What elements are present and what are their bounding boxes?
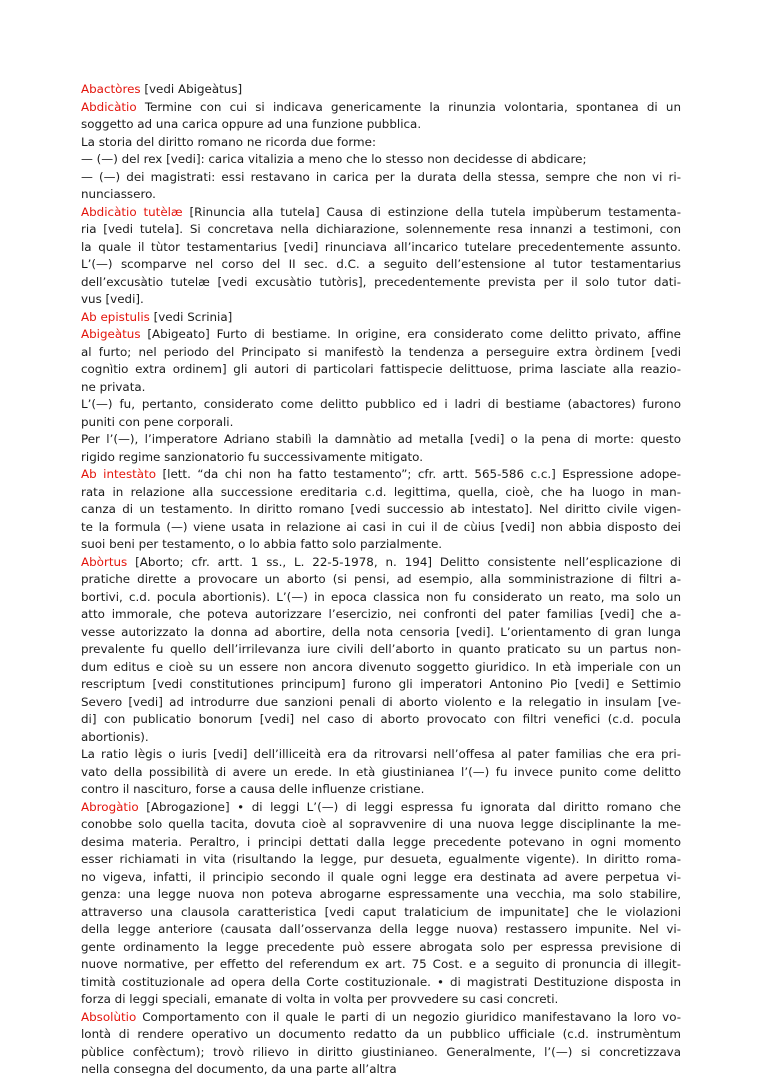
text-line	[81, 816, 681, 834]
entry-text: vus [vedi].	[81, 292, 144, 306]
entry-text: no vigeva, infatti, il principio secondo il quale ogni legge era destinata ad avere perpetua vi-	[81, 869, 681, 884]
text-line	[81, 571, 681, 589]
text-line	[81, 326, 681, 344]
text-line	[81, 939, 681, 957]
text-line	[81, 519, 681, 537]
text-line	[81, 151, 681, 169]
text-line	[81, 676, 681, 694]
text-line	[81, 1044, 681, 1062]
entry-text: ria [vedi tutela]. Si concretava nella dichiarazione, solennemente resa innanzi a testimoni, con	[81, 222, 681, 236]
entry-text: L’(—) fu, pertanto, considerato come delitto pubblico ed i ladri di bestiame (abactores) furono	[81, 397, 681, 411]
entry-text: [Rinuncia alla tutela] Causa di estinzione della tutela impùberum testamenta-	[182, 204, 681, 219]
entry-text: soggetto ad una carica oppure ad una funzione pubblica.	[81, 117, 422, 131]
entry-text: di] con publicatio bonorum [vedi] nel caso di aborto provocato con filtri venefici (c.d. pocula	[81, 712, 681, 726]
entry-term: Abrogàtio	[81, 799, 139, 814]
entry-term: Abactòres	[81, 82, 141, 96]
entry-text: rata in relazione alla successione ereditaria c.d. legittima, quella, cioè, che ha luogo in man-	[81, 484, 681, 499]
text-line	[81, 379, 681, 397]
text-line	[81, 1061, 681, 1079]
text-line	[81, 624, 681, 642]
text-line	[81, 904, 681, 922]
entry-text: L’(—) scomparve nel corso del II sec. d.C. a seguito dell’estensione al tutor testamentarius	[81, 257, 681, 271]
entry-text: esser richiamati in vita (risultando la legge, pur desueta, egualmente vigente). In diritto roma-	[81, 852, 681, 866]
entry-text: pùblice confèctum); trovò rilievo in diritto giustinianeo. Generalmente, l’(—) si concretizzava	[81, 1044, 681, 1059]
entry-term: Ab intestàto	[81, 467, 157, 481]
entry-text: nella consegna del documento, da una parte all’altra	[81, 1062, 397, 1076]
entry-text: vesse autorizzato la donna ad abortire, della nota censoria [vedi]. L’orientamento di gran lunga	[81, 624, 681, 639]
entry-text: dum editus e cioè su un essere non ancora divenuto soggetto giuridico. In età imperiale con un	[81, 659, 681, 674]
text-line	[81, 536, 681, 554]
text-line	[81, 431, 681, 449]
text-line	[81, 781, 681, 799]
text-line	[81, 414, 681, 432]
entry-text: La ratio lègis o iuris [vedi] dell’illiceità era da ritrovarsi nell’offesa al pater familias che era pri-	[81, 747, 681, 761]
entry-text: [Abrogazione] • di leggi L’(—) di leggi espressa fu ignorata dal diritto romano che	[138, 799, 681, 814]
text-line	[81, 134, 681, 152]
entry-text: canza di un testamento. In diritto romano [vedi successio ab intestato]. Nel diritto civile vigen-	[81, 502, 681, 516]
text-line	[81, 921, 681, 939]
entry-text: [Abigeato] Furto di bestiame. In origine, era considerato come delitto privato, affine	[140, 327, 681, 341]
entry-text: Comportamento con il quale le parti di un negozio giuridico manifestavano la loro vo-	[136, 1009, 681, 1024]
entry-term: Abòrtus	[81, 554, 128, 569]
entry-text: timità costituzionale ad opera della Corte costituzionale. • di magistrati Destituzione disposta in	[81, 974, 681, 989]
document-body	[81, 81, 681, 1079]
entry-text: [vedi Abigeàtus]	[140, 82, 243, 96]
entry-text: La storia del diritto romano ne ricorda due forme:	[81, 134, 376, 149]
entry-text: forza di leggi speciali, emanate di volta in volta per provvedere su casi concreti.	[81, 992, 559, 1006]
entry-text: Termine con cui si indicava genericamente la rinunzia volontaria, spontanea di un	[136, 99, 681, 114]
entry-term: Abigeàtus	[81, 327, 141, 341]
entry-term: Abdicàtio	[81, 99, 137, 114]
entry-text: nuove normative, per effetto del referendum ex art. 75 Cost. e a seguito di pronuncia di illegit-	[81, 957, 681, 971]
entry-text: cognìtio extra ordinem] gli autori di particolari fattispecie delittuose, prima lasciate alla reazio-	[81, 362, 681, 376]
entry-text: prevalente fu quello dell’irrilevanza iure civili dell’aborto in quanto praticato su un partus non-	[81, 642, 681, 656]
text-line	[81, 1026, 681, 1044]
entry-text: suoi beni per testamento, o lo abbia fatto solo parzialmente.	[81, 537, 443, 551]
text-line	[81, 729, 681, 747]
text-line	[81, 186, 681, 204]
text-line	[81, 764, 681, 782]
entry-text: abortionis).	[81, 729, 149, 744]
entry-text: attraverso una clausola caratteristica [vedi caput tralaticium de impunitate] che le violazioni	[81, 904, 681, 919]
entry-text: [lett. “da chi non ha fatto testamento”; cfr. artt. 565-586 c.c.] Espressione adope-	[156, 467, 681, 481]
entry-text: vato della possibilità di avere un erede. In età giustinianea l’(—) fu invece punito come delitto	[81, 764, 681, 779]
text-line	[81, 659, 681, 677]
entry-text: rescriptum [vedi constitutiones principum] furono gli imperatori Antonino Pio [vedi] e Settimio	[81, 677, 681, 691]
text-line	[81, 851, 681, 869]
text-line	[81, 344, 681, 362]
entry-text: — (—) del rex [vedi]: carica vitalizia a meno che lo stesso non decidesse di abdicare;	[81, 152, 587, 166]
text-line	[81, 484, 681, 502]
text-line	[81, 466, 681, 484]
text-line	[81, 291, 681, 309]
entry-text: della legge anteriore (causata dall’osservanza della legge nuova) restassero impunite. Nel vi-	[81, 922, 681, 936]
entry-text: lontà di rendere operativo un documento redatto da un pubblico ufficiale (c.d. instrumèntum	[81, 1027, 681, 1041]
text-line	[81, 589, 681, 607]
entry-text: dell’excusàtio tutelæ [vedi excusàtio tutòris], precedentemente prevista per il solo tutor dati-	[81, 274, 681, 289]
entry-term: Abdicàtio tutèlæ	[81, 204, 183, 219]
entry-text: al furto; nel periodo del Principato si manifestò la tendenza a perseguire extra òrdinem [vedi	[81, 344, 681, 359]
entry-text: rigido regime sanzionatorio fu successivamente mitigato.	[81, 449, 423, 464]
text-line	[81, 239, 681, 257]
text-line	[81, 1009, 681, 1027]
entry-text: bortivi, c.d. pocula abortionis). L’(—) in epoca classica non fu considerato un reato, ma solo un	[81, 589, 681, 604]
text-line	[81, 256, 681, 274]
text-line	[81, 274, 681, 292]
text-line	[81, 449, 681, 467]
entry-text: desima materia. Peraltro, i principi dettati dalla legge precedente potevano in ogni momento	[81, 834, 681, 849]
entry-term: Absolùtio	[81, 1009, 137, 1024]
entry-text: genza: una legge nuova non poteva abrogarne espressamente una vecchia, ma solo stabilire,	[81, 887, 681, 901]
text-line	[81, 309, 681, 327]
text-line	[81, 99, 681, 117]
entry-text: Per l’(—), l’imperatore Adriano stabilì la damnàtio ad metalla [vedi] o la pena di morte: questo	[81, 432, 681, 446]
entry-text: puniti con pene corporali.	[81, 414, 234, 429]
text-line	[81, 554, 681, 572]
text-line	[81, 501, 681, 519]
entry-text: — (—) dei magistrati: essi restavano in carica per la durata della stessa, sempre che non vi ri-	[81, 169, 681, 184]
entry-text: conobbe solo quella tacita, dovuta cioè al sopravvenire di una nuova legge disciplinante la me-	[81, 817, 681, 831]
entry-text: [vedi Scrinia]	[149, 309, 233, 324]
text-line	[81, 711, 681, 729]
text-line	[81, 606, 681, 624]
text-line	[81, 169, 681, 187]
entry-term: Ab epistulis	[81, 309, 150, 324]
entry-text: ne privata.	[81, 379, 146, 394]
entry-text: la quale il tùtor testamentarius [vedi] rinunciava all’incarico tutelare precedentemente assunto.	[81, 239, 681, 254]
entry-text: contro il nascituro, forse a causa delle influenze cristiane.	[81, 782, 425, 796]
entry-text: te la formula (—) viene usata in relazione ai casi in cui il de cùius [vedi] non abbia disposto dei	[81, 519, 681, 534]
text-line	[81, 974, 681, 992]
text-line	[81, 361, 681, 379]
text-line	[81, 221, 681, 239]
text-line	[81, 81, 681, 99]
text-line	[81, 396, 681, 414]
text-line	[81, 641, 681, 659]
text-line	[81, 799, 681, 817]
text-line	[81, 956, 681, 974]
text-line	[81, 694, 681, 712]
entry-text: Severo [vedi] ad introdurre due sanzioni penali di aborto violento e la relegatio in insulam [ve-	[81, 694, 681, 709]
entry-text: gente ordinamento la legge precedente può essere abrogata solo per espressa previsione di	[81, 939, 681, 954]
text-line	[81, 869, 681, 887]
text-line	[81, 834, 681, 852]
text-line	[81, 886, 681, 904]
text-line	[81, 204, 681, 222]
text-line	[81, 746, 681, 764]
text-line	[81, 116, 681, 134]
entry-text: nunciassero.	[81, 187, 156, 201]
entry-text: atto immorale, che poteva autorizzare l’esercizio, nei confronti del pater familias [vedi] che a-	[81, 607, 681, 621]
entry-text: pratiche dirette a provocare un aborto (si pensi, ad esempio, alla somministrazione di filtri a-	[81, 572, 681, 586]
entry-text: [Aborto; cfr. artt. 1 ss., L. 22-5-1978, n. 194] Delitto consistente nell’esplicazione di	[127, 554, 681, 569]
